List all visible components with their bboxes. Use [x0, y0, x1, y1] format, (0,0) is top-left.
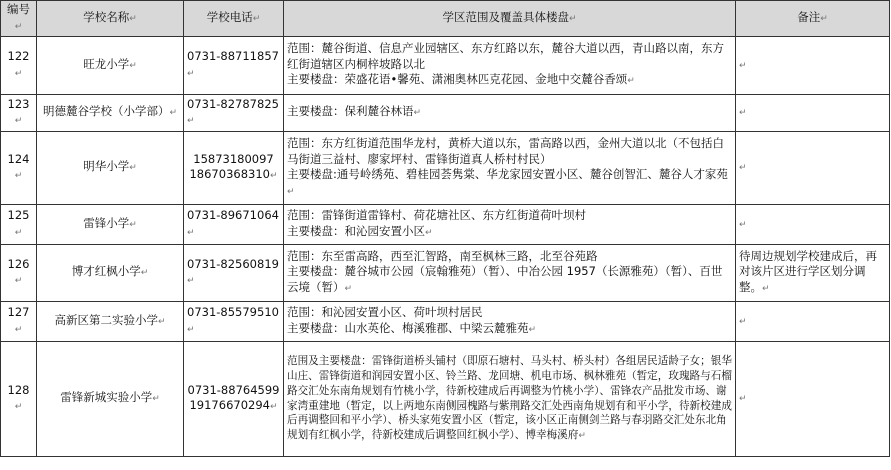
table-row [1, 132, 890, 205]
scope-line: 主要楼盘：麓谷城市公园（宸翰雅苑）（暂）、中冶公园 1957（长源雅苑）（暂）、百世云境（暂）↵ [287, 264, 723, 294]
scope-line: 范围：和沁园安置小区、荷叶坝村居民 [287, 305, 483, 319]
district-scope [284, 205, 736, 245]
note-cell: ↵ [736, 132, 890, 205]
scope-line: 主要楼盘:通号岭绣苑、碧桂园荟隽棠、华龙家园安置小区、麓谷创智汇、麓谷人才家苑↵ [287, 167, 728, 197]
note-cell: ↵ [736, 302, 890, 342]
col-header-scope: 学区范围及覆盖具体楼盘↵ [284, 1, 736, 37]
col-header-note: 备注↵ [736, 1, 890, 37]
scope-line: 主要楼盘：保利麓谷林语↵ [287, 104, 422, 119]
school-phone: 0731-82787825↵ [184, 95, 284, 132]
school-phone: 0731-88764599 19176670294↵ [184, 342, 284, 457]
scope-line: 主要楼盘：和沁园安置小区↵ [287, 223, 433, 238]
table-row [1, 245, 890, 302]
scope-line: 主要楼盘：荣盛花语•馨苑、潇湘奥林匹克花园、金地中交麓谷香颂↵ [287, 72, 635, 87]
school-name: 雷锋小学↵ [37, 205, 184, 245]
row-num: 125↵ [1, 205, 37, 245]
district-scope [284, 245, 736, 302]
scope-line: 主要楼盘：山水英伦、梅溪雅郡、中梁云麓雅苑↵ [287, 320, 537, 335]
row-num: 128↵ [1, 342, 37, 457]
school-phone: 15873180097 18670368310↵ [184, 132, 284, 205]
school-phone: 0731-82560819↵ [184, 245, 284, 302]
district-scope [284, 302, 736, 342]
row-num: 126↵ [1, 245, 37, 302]
district-scope [284, 37, 736, 95]
note-cell: ↵ [736, 205, 890, 245]
scope-line: 范围：雷锋街道雷锋村、荷花塘社区、东方红街道荷叶坝村 [287, 208, 586, 222]
school-name: 高新区第二实验小学↵ [37, 302, 184, 342]
table-row [1, 95, 890, 132]
school-name: 明德麓谷学校（小学部）↵ [37, 95, 184, 132]
school-phone: 0731-88711857↵ [184, 37, 284, 95]
scope-line: 范围及主要楼盘：雷锋街道桥头铺村（即原石塘村、马头村、桥头村）各组居民适龄子女；银华山庄、雷锋街道和润园安置小区、铃兰路、龙回塘、机电市场、枫林雅苑（暂定，玫瑰路与石榴路交汇处东南角规划有竹桃小学，待新校建成后再调整为竹桃小学）、雷锋农产品批发市场、谢家湾重建地（暂定，以上两地东南侧园槐路与紫荆路交汇处西南角规划有和平小学，待新校建成后再调整回和平小学）、桥头家苑安置小区（暂定，该小区正南侧剑兰路与春羽路交汇处东北角规划有红枫小学，待新校建成后调整回红枫小学）、博幸梅溪府↵ [287, 355, 732, 441]
district-scope [284, 342, 736, 457]
row-num: 122↵ [1, 37, 37, 95]
scope-line: 范围：麓谷街道、信息产业园辖区、东方红路以东，麓谷大道以西，青山路以南，东方红街道辖区内桐梓坡路以北 [287, 41, 724, 71]
table-row [1, 37, 890, 95]
school-phone: 0731-85579510↵ [184, 302, 284, 342]
note-cell: ↵ [736, 95, 890, 132]
table-row [1, 205, 890, 245]
district-scope [284, 132, 736, 205]
col-header-num: 编号↵ [1, 1, 37, 37]
col-header-name: 学校名称↵ [37, 1, 184, 37]
school-name: 旺龙小学↵ [37, 37, 184, 95]
note-cell: 待周边规划学校建成后，再对该片区进行学区划分调整。↵ [736, 245, 890, 302]
scope-line: 范围：东方红街道范围华龙村，黄桥大道以东，雷高路以西，金州大道以北（不包括白马街道三益村、廖家坪村、雷锋街道真人桥村村民） [287, 136, 724, 166]
table-row [1, 342, 890, 457]
scope-line: 范围：东至雷高路，西至汇智路，南至枫林三路，北至谷苑路 [287, 248, 598, 263]
header-row [1, 1, 890, 37]
school-name: 雷锋新城实验小学↵ [37, 342, 184, 457]
school-name: 明华小学↵ [37, 132, 184, 205]
row-num: 124↵ [1, 132, 37, 205]
school-phone: 0731-89671064↵ [184, 205, 284, 245]
row-num: 127↵ [1, 302, 37, 342]
note-cell: ↵ [736, 342, 890, 457]
row-num: 123↵ [1, 95, 37, 132]
district-scope [284, 95, 736, 132]
school-name: 博才红枫小学↵ [37, 245, 184, 302]
col-header-phone: 学校电话↵ [184, 1, 284, 37]
note-cell: ↵ [736, 37, 890, 95]
table-row [1, 302, 890, 342]
